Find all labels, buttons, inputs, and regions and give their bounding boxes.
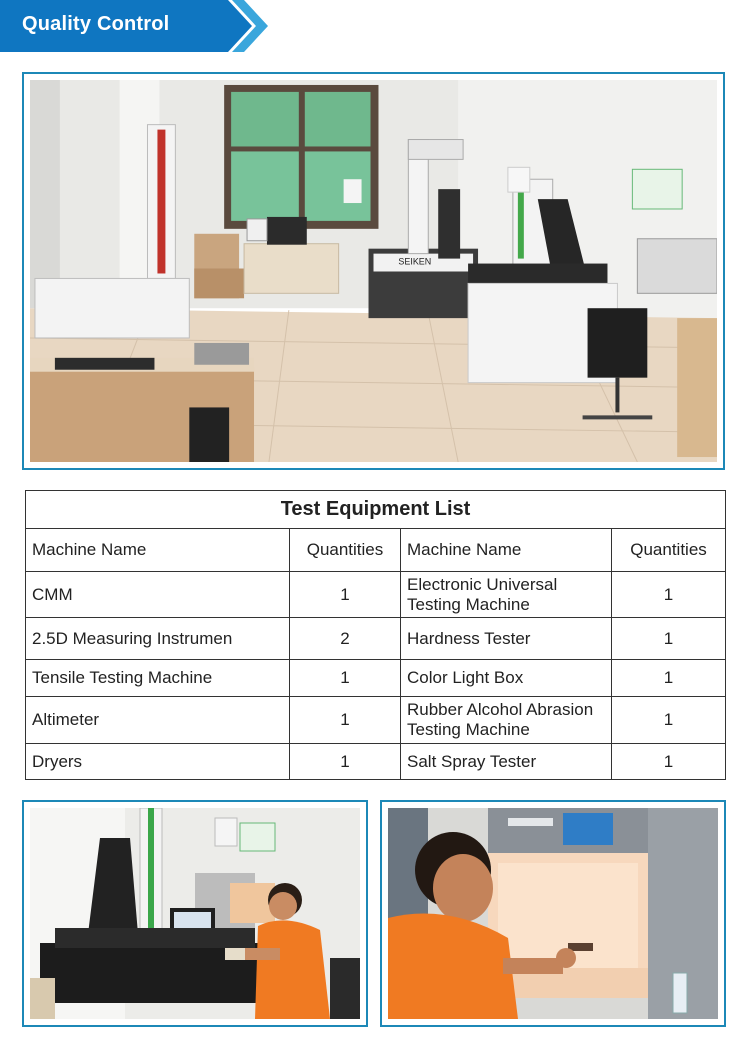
machine-name-cell: Hardness Tester	[401, 618, 612, 660]
machine-name-cell: CMM	[26, 572, 290, 618]
quantity-cell: 1	[612, 618, 726, 660]
header-machine-name: Machine Name	[26, 529, 290, 572]
equipment-table	[25, 490, 726, 780]
machine-name-cell: Rubber Alcohol Abrasion Testing Machine	[401, 697, 612, 744]
quantity-cell: 1	[290, 660, 401, 697]
header-machine-name: Machine Name	[401, 529, 612, 572]
lab-room-image	[30, 80, 717, 462]
section-title: Quality Control	[22, 13, 170, 35]
table-row	[26, 660, 726, 697]
machine-name-cell: Tensile Testing Machine	[26, 660, 290, 697]
cmm-operator-photo	[30, 808, 360, 1019]
light-box-operator-photo	[388, 808, 718, 1019]
cmm-operator-image	[30, 808, 360, 1019]
machine-name-cell: Electronic Universal Testing Machine	[401, 572, 612, 618]
quantity-cell: 1	[612, 697, 726, 744]
section-banner	[0, 0, 270, 52]
light-box-operator-photo-frame	[380, 800, 726, 1027]
table-row	[26, 618, 726, 660]
quantity-cell: 1	[290, 572, 401, 618]
machine-name-cell: Altimeter	[26, 697, 290, 744]
lab-photo-frame	[22, 72, 725, 470]
machine-name-cell: Color Light Box	[401, 660, 612, 697]
quantity-cell: 1	[612, 744, 726, 780]
header-quantities: Quantities	[290, 529, 401, 572]
header-quantities: Quantities	[612, 529, 726, 572]
table-row	[26, 697, 726, 744]
machine-brand-label: SEIKEN	[398, 256, 432, 267]
lab-photo	[30, 80, 717, 462]
table-row	[26, 572, 726, 618]
light-box-operator-image	[388, 808, 718, 1019]
quantity-cell: 1	[612, 660, 726, 697]
table-row	[26, 744, 726, 780]
quantity-cell: 2	[290, 618, 401, 660]
quantity-cell: 1	[612, 572, 726, 618]
quantity-cell: 1	[290, 744, 401, 780]
machine-name-cell: Salt Spray Tester	[401, 744, 612, 780]
table-title: Test Equipment List	[26, 491, 726, 529]
table-header-row	[26, 529, 726, 572]
quantity-cell: 1	[290, 697, 401, 744]
cmm-operator-photo-frame	[22, 800, 368, 1027]
machine-name-cell: 2.5D Measuring Instrumen	[26, 618, 290, 660]
machine-name-cell: Dryers	[26, 744, 290, 780]
